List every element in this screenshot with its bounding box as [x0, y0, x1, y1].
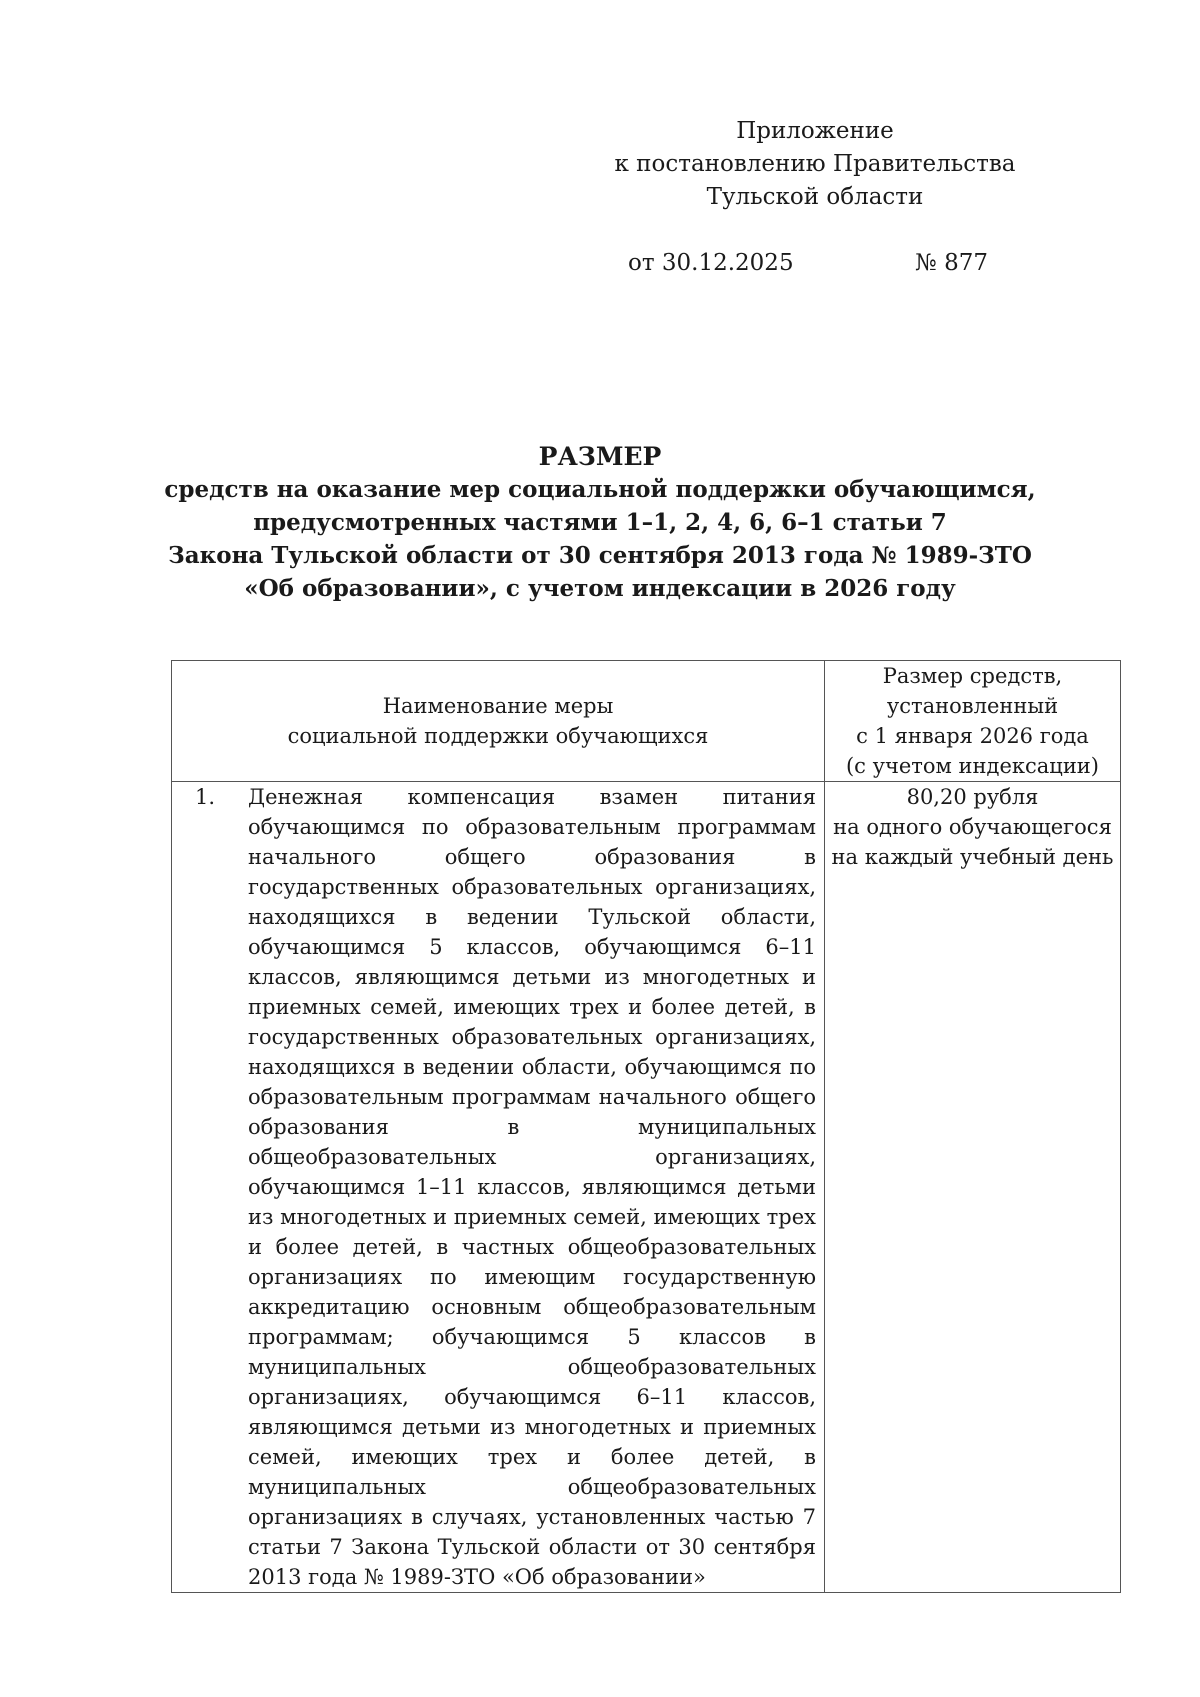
header-size-line: с 1 января 2026 года — [856, 724, 1089, 748]
amount-unit: на одного обучающегося — [833, 815, 1112, 839]
appendix-label: Приложение — [736, 118, 894, 144]
header-size-line: установленный — [886, 694, 1059, 718]
title-line-1: средств на оказание мер социальной поддержки обучающимся, — [164, 476, 1036, 503]
title-line-4: «Об образовании», с учетом индексации в 2026 году — [244, 575, 956, 602]
header-measure-name — [172, 661, 825, 782]
amount-period: на каждый учебный день — [831, 845, 1114, 869]
measure-description-cell — [172, 782, 825, 1593]
appendix-resolution: к постановлению Правительства — [614, 151, 1016, 177]
title-line-2: предусмотренных частями 1–1, 2, 4, 6, 6–1 статьи 7 — [253, 509, 947, 536]
table-row — [172, 782, 1121, 1593]
header-amount — [825, 661, 1121, 782]
amount-value: 80,20 рубля — [906, 785, 1039, 809]
document-title — [150, 440, 1050, 605]
appendix-region: Тульской области — [706, 184, 924, 210]
support-measures-table — [171, 660, 1121, 1593]
measure-amount-cell — [825, 782, 1121, 1593]
title-heading: РАЗМЕР — [538, 442, 662, 471]
title-line-3: Закона Тульской области от 30 сентября 2013 года № 1989-ЗТО — [168, 542, 1032, 569]
resolution-number: № 877 — [915, 250, 988, 276]
resolution-date: от 30.12.2025 — [628, 250, 794, 276]
row-number: 1. — [195, 785, 216, 809]
header-size-line: (с учетом индексации) — [845, 754, 1099, 778]
header-name-line: социальной поддержки обучающихся — [287, 724, 709, 748]
appendix-block — [600, 115, 1030, 214]
header-name-line: Наименование меры — [382, 694, 614, 718]
header-size-line: Размер средств, — [882, 664, 1063, 688]
measure-description: Денежная компенсация взамен питания обучающимся по образовательным программам начального общего образования в государственных образовательных организациях, находящихся в ведении Тульской области, обучающимся 5 классов, обучающимся 6–11 классов, являющимся детьми из многодетных и приемных семей, имеющих трех и более детей, в государственных образовательных организациях, находящихся в ведении области, обучающимся по образовательным программам начального общего образования в муниципальных общеобразовательных организациях, обучающимся 1–11 классов, являющимся детьми из многодетных и приемных семей, имеющих трех и более детей, в частных общеобразовательных организациях по имеющим государственную аккредитацию основным общеобразовательным программам; обучающимся 5 классов в муниципальных общеобразовательных организациях, обучающимся 6–11 классов, являющимся детьми из многодетных и приемных семей, имеющих трех и более детей, в муниципальных общеобразовательных организациях в случаях, установленных частью 7 статьи 7 Закона Тульской области от 30 сентября 2013 года № 1989-ЗТО «Об образовании» — [248, 785, 816, 1589]
table-header-row — [172, 661, 1121, 782]
